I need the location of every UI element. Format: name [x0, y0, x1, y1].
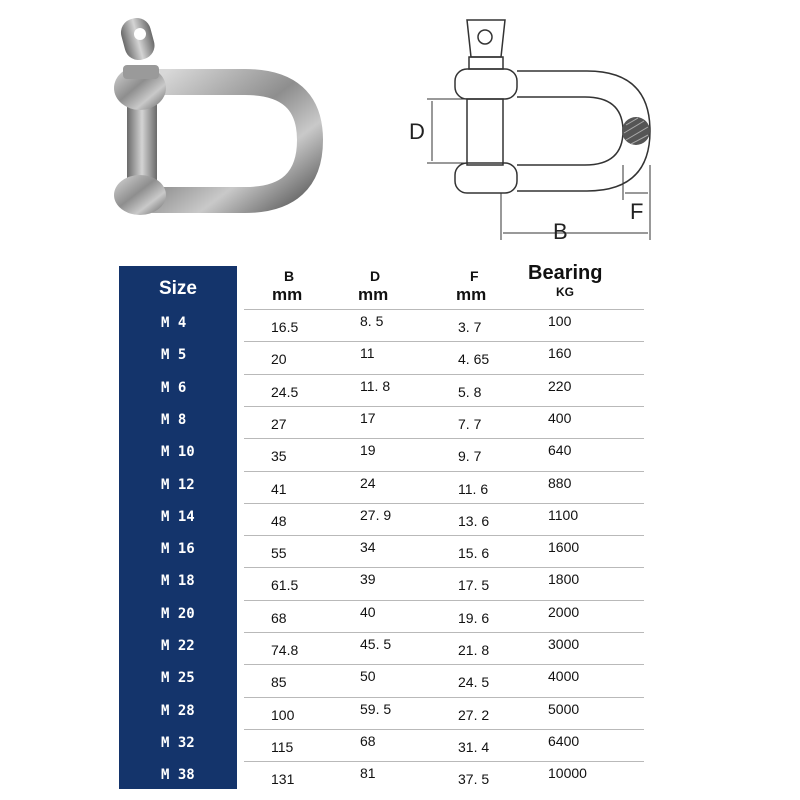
size-cell: M 14: [161, 508, 195, 525]
f-cell: 11. 6: [458, 480, 489, 497]
bearing-cell: 10000: [548, 765, 587, 782]
dimension-d-label: D: [409, 119, 425, 144]
size-cell: M 18: [161, 573, 195, 590]
size-cell: M 6: [161, 379, 187, 396]
bearing-cell: 220: [548, 377, 572, 394]
b-cell: 41: [271, 480, 287, 497]
b-cell: 35: [271, 448, 287, 465]
b-cell: 85: [271, 674, 287, 691]
row-divider: [244, 374, 644, 375]
bearing-header-unit: KG: [556, 285, 574, 299]
row-divider: [244, 438, 644, 439]
bearing-cell: 160: [548, 345, 572, 362]
f-cell: 13. 6: [458, 512, 490, 529]
d-header-letter: D: [370, 268, 381, 284]
row-divider: [244, 535, 644, 536]
b-cell: 27: [271, 415, 287, 432]
bearing-cell: 100: [548, 313, 572, 329]
f-cell: 21. 8: [458, 642, 490, 658]
d-column-header: [358, 268, 388, 305]
dimension-f-label: F: [630, 199, 644, 224]
row-divider: [244, 406, 644, 407]
f-cell: 31. 4: [458, 738, 490, 755]
f-cell: 19. 6: [458, 609, 490, 626]
size-cell: M 25: [161, 670, 195, 687]
row-divider: [244, 761, 644, 762]
bearing-header-title: Bearing: [528, 262, 603, 284]
bearing-cell: 2000: [548, 603, 580, 620]
row-divider: [244, 471, 644, 472]
f-header-unit: mm: [456, 285, 487, 304]
bearing-cell: 1800: [548, 571, 580, 588]
size-cell: M 20: [161, 605, 195, 622]
d-cell: 45. 5: [360, 636, 392, 652]
dimension-drawing: [405, 15, 665, 245]
b-cell: 131: [271, 771, 295, 788]
d-cell: 40: [360, 603, 376, 620]
f-cell: 24. 5: [458, 674, 490, 691]
size-header: Size: [158, 278, 198, 299]
f-cell: 27. 2: [458, 706, 490, 723]
dimension-b-label: B: [553, 219, 568, 244]
f-cell: 37. 5: [458, 771, 490, 788]
bearing-cell: 1100: [548, 506, 579, 523]
size-cell: M 32: [161, 734, 195, 751]
size-cell: M 8: [161, 411, 187, 428]
b-header-unit: mm: [272, 285, 303, 304]
row-divider: [244, 729, 644, 730]
row-divider: [244, 600, 644, 601]
d-cell: 27. 9: [360, 506, 392, 523]
row-divider: [244, 309, 644, 310]
b-column-header: [272, 268, 302, 305]
bearing-cell: 6400: [548, 732, 580, 749]
d-cell: 59. 5: [360, 700, 392, 717]
size-cell: M 16: [161, 541, 195, 558]
f-header-letter: F: [470, 268, 479, 284]
d-cell: 17: [360, 409, 376, 426]
bearing-cell: 880: [548, 474, 572, 491]
size-cell: M 22: [161, 638, 195, 654]
b-header-letter: B: [284, 268, 295, 284]
f-cell: 15. 6: [458, 545, 490, 562]
size-cell: M 12: [161, 476, 195, 493]
row-divider: [244, 341, 644, 342]
f-cell: 9. 7: [458, 448, 482, 465]
size-cell: M 10: [161, 444, 195, 461]
d-cell: 19: [360, 442, 376, 459]
b-cell: 55: [271, 545, 287, 562]
row-divider: [244, 697, 644, 698]
d-cell: 81: [360, 765, 376, 782]
row-divider: [244, 632, 644, 633]
bearing-cell: 400: [548, 409, 572, 426]
d-cell: 39: [360, 571, 376, 588]
d-cell: 50: [360, 668, 376, 685]
d-cell: 11. 8: [360, 377, 391, 394]
b-cell: 48: [271, 512, 287, 529]
d-cell: 8. 5: [360, 313, 384, 329]
b-cell: 16.5: [271, 319, 299, 335]
bearing-cell: 640: [548, 442, 572, 459]
size-cell: M 38: [161, 767, 195, 784]
size-cell: M 28: [161, 702, 195, 719]
size-cell: M 4: [161, 315, 187, 331]
d-header-unit: mm: [358, 285, 389, 304]
b-cell: 24.5: [271, 383, 299, 400]
row-divider: [244, 664, 644, 665]
d-cell: 68: [360, 732, 376, 749]
b-cell: 100: [271, 706, 295, 723]
d-cell: 34: [360, 539, 376, 556]
row-divider: [244, 567, 644, 568]
size-cell: M 5: [161, 347, 187, 364]
bearing-cell: 5000: [548, 700, 580, 717]
b-cell: 20: [271, 351, 287, 368]
f-cell: 4. 65: [458, 351, 490, 368]
f-cell: 7. 7: [458, 415, 482, 432]
f-cell: 5. 8: [458, 383, 482, 400]
d-cell: 24: [360, 474, 376, 491]
bearing-cell: 3000: [548, 636, 580, 652]
f-column-header: [456, 268, 486, 305]
bearing-cell: 1600: [548, 539, 580, 556]
b-cell: 61.5: [271, 577, 299, 594]
f-cell: 17. 5: [458, 577, 490, 594]
shackle-photo: [95, 10, 335, 225]
bearing-cell: 4000: [548, 668, 580, 685]
b-cell: 74.8: [271, 642, 299, 658]
bearing-column-header: [528, 262, 602, 299]
f-cell: 3. 7: [458, 319, 482, 335]
b-cell: 115: [271, 738, 294, 755]
d-cell: 11: [360, 345, 375, 362]
row-divider: [244, 503, 644, 504]
b-cell: 68: [271, 609, 287, 626]
